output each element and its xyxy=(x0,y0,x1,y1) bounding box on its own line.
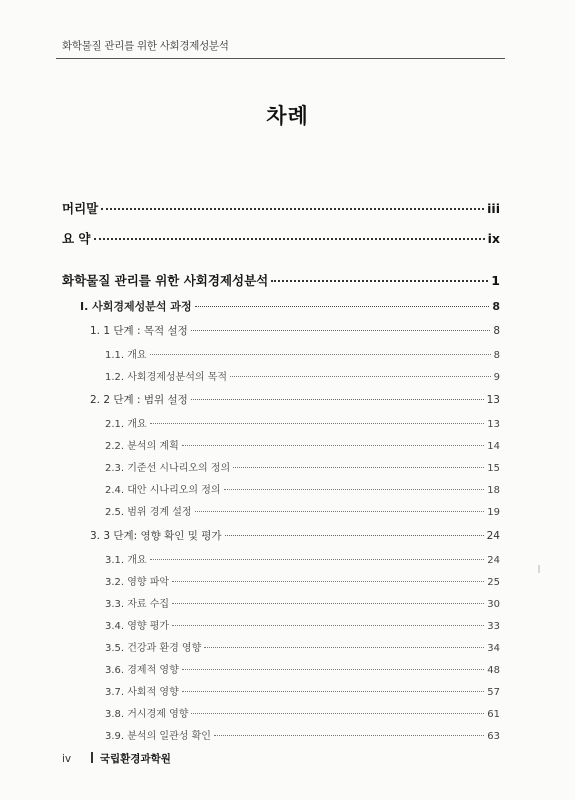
dot-leader xyxy=(150,354,491,355)
toc-entry-label: 3.3. 자료 수집 xyxy=(105,599,170,610)
toc-entry-subsection[interactable] xyxy=(105,481,500,496)
toc-entry-chapter-1[interactable] xyxy=(80,298,500,314)
toc-entry-label: 1.2. 사회경제성분석의 목적 xyxy=(105,372,228,383)
toc-entry-subsection[interactable] xyxy=(105,503,500,518)
toc-entry-label: 3.7. 사회적 영향 xyxy=(105,687,179,698)
toc-entry-page: 1 xyxy=(491,273,500,288)
toc-entry-label: 3.6. 경제적 영향 xyxy=(105,665,179,676)
toc-entry-page: 8 xyxy=(493,350,500,361)
dot-leader xyxy=(172,581,484,582)
toc-entry-preface[interactable] xyxy=(62,199,500,217)
organization-name: 국립환경과학원 xyxy=(99,753,171,765)
toc-entry-subsection[interactable] xyxy=(105,595,500,610)
dot-leader xyxy=(191,399,484,400)
toc-entry-label: 1.1. 개요 xyxy=(105,350,147,361)
toc-entry-page: iii xyxy=(487,201,500,216)
toc-entry-page: 24 xyxy=(487,555,500,566)
toc-entry-label: 3. 3 단계: 영향 확인 및 평가 xyxy=(90,530,222,542)
dot-leader xyxy=(191,713,484,714)
dot-leader xyxy=(191,330,491,331)
toc-entry-page: 30 xyxy=(487,599,500,610)
toc-entry-page: 61 xyxy=(487,709,500,720)
page-number: iv xyxy=(62,753,72,765)
dot-leader xyxy=(195,306,490,307)
dot-leader xyxy=(230,376,491,377)
scan-mark xyxy=(538,565,540,573)
toc-entry-subsection[interactable] xyxy=(105,368,500,383)
toc-entry-label: 2.3. 기준선 시나리오의 정의 xyxy=(105,463,231,474)
toc-entry-subsection[interactable] xyxy=(105,346,500,361)
dot-leader xyxy=(195,511,485,512)
toc-entry-part-title[interactable] xyxy=(62,271,500,289)
toc-entry-page: 48 xyxy=(487,665,500,676)
dot-leader xyxy=(94,238,485,240)
dot-leader xyxy=(233,467,484,468)
toc-entry-section-2[interactable] xyxy=(90,392,500,407)
toc-entry-page: 13 xyxy=(486,394,500,406)
toc-entry-label: 3.9. 분석의 일관성 확인 xyxy=(105,731,211,742)
toc-entry-page: 9 xyxy=(493,372,500,383)
toc-entry-label: 1. 1 단계 : 목적 설정 xyxy=(90,325,188,337)
toc-entry-subsection[interactable] xyxy=(105,459,500,474)
dot-leader xyxy=(182,669,485,670)
toc-entry-label: 2.4. 대안 시나리오의 정의 xyxy=(105,485,221,496)
dot-leader xyxy=(224,489,485,490)
footer-divider xyxy=(91,752,92,763)
dot-leader xyxy=(214,735,484,736)
toc-entry-subsection[interactable] xyxy=(105,683,500,698)
toc-entry-subsection[interactable] xyxy=(105,437,500,452)
toc-entry-page: 33 xyxy=(487,621,500,632)
running-header: 화학물질 관리를 위한 사회경제성분석 xyxy=(62,40,229,52)
dot-leader xyxy=(182,445,485,446)
toc-entry-page: 8 xyxy=(492,300,500,313)
toc-entry-section-1[interactable] xyxy=(90,323,500,338)
toc-entry-subsection[interactable] xyxy=(105,551,500,566)
dot-leader xyxy=(172,625,484,626)
dot-leader xyxy=(101,208,484,210)
dot-leader xyxy=(225,535,484,536)
dot-leader xyxy=(204,647,484,648)
toc-entry-subsection[interactable] xyxy=(105,639,500,654)
dot-leader xyxy=(150,423,485,424)
toc-entry-label: 화학물질 관리를 위한 사회경제성분석 xyxy=(62,273,269,288)
toc-entry-subsection[interactable] xyxy=(105,415,500,430)
toc-entry-label: 머리말 xyxy=(62,201,99,216)
page-title: 차례 xyxy=(266,104,309,128)
toc-entry-page: 13 xyxy=(487,419,500,430)
toc-entry-page: ix xyxy=(487,231,500,246)
dot-leader xyxy=(182,691,485,692)
toc-entry-section-3[interactable] xyxy=(90,528,500,543)
toc-entry-page: 15 xyxy=(487,463,500,474)
toc-entry-page: 18 xyxy=(487,485,500,496)
toc-entry-label: 3.5. 건강과 환경 영향 xyxy=(105,643,202,654)
toc-entry-label: 2.1. 개요 xyxy=(105,419,147,430)
toc-entry-subsection[interactable] xyxy=(105,661,500,676)
toc-entry-subsection[interactable] xyxy=(105,727,500,742)
toc-entry-label: 2. 2 단계 : 범위 설정 xyxy=(90,394,188,406)
toc-entry-label: 3.4. 영향 평가 xyxy=(105,621,170,632)
toc-entry-page: 19 xyxy=(487,507,500,518)
toc-entry-subsection[interactable] xyxy=(105,617,500,632)
toc-entry-page: 57 xyxy=(487,687,500,698)
toc-entry-label: 3.1. 개요 xyxy=(105,555,147,566)
toc-entry-subsection[interactable] xyxy=(105,573,500,588)
page-footer xyxy=(62,751,171,766)
dot-leader xyxy=(172,603,484,604)
toc-entry-page: 34 xyxy=(487,643,500,654)
toc-entry-summary[interactable] xyxy=(62,229,500,247)
toc-entry-label: Ⅰ. 사회경제성분석 과정 xyxy=(80,300,192,313)
dot-leader xyxy=(150,559,485,560)
toc-entry-label: 2.5. 범위 경계 설정 xyxy=(105,507,192,518)
toc-entry-label: 2.2. 분석의 계획 xyxy=(105,441,179,452)
toc-entry-page: 63 xyxy=(487,731,500,742)
toc-entry-page: 24 xyxy=(486,530,500,542)
dot-leader xyxy=(271,280,488,282)
toc-entry-page: 25 xyxy=(487,577,500,588)
toc-entry-page: 8 xyxy=(493,325,500,337)
toc-entry-label: 3.8. 거시경제 영향 xyxy=(105,709,189,720)
toc-entry-label: 요 약 xyxy=(62,231,91,246)
toc-entry-label: 3.2. 영향 파악 xyxy=(105,577,170,588)
toc-entry-page: 14 xyxy=(487,441,500,452)
toc-entry-subsection[interactable] xyxy=(105,705,500,720)
